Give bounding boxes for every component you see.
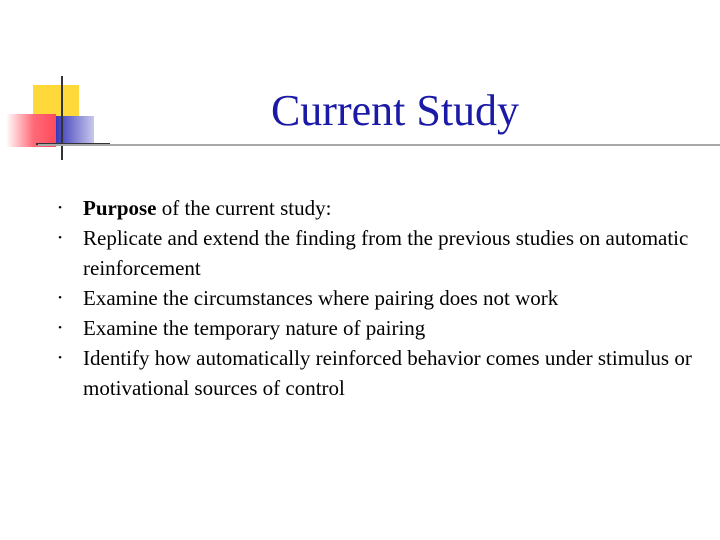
- title-divider: [38, 144, 720, 146]
- slide-title: Current Study: [270, 86, 520, 135]
- bullet-text: Replicate and extend the finding from the previous studies on automatic reinforcement: [83, 226, 689, 280]
- bullet-marker: •: [58, 352, 62, 364]
- bullet-marker: •: [58, 202, 62, 214]
- bullet-text: Examine the circumstances where pairing does not work: [83, 286, 559, 310]
- bullet-item: [56, 283, 696, 313]
- bullet-text: of the current study:: [156, 196, 332, 220]
- bullet-list: [56, 193, 696, 403]
- bullet-item: [56, 313, 696, 343]
- bullet-text: Identify how automatically reinforced behavior comes under stimulus or motivational sources of control: [83, 346, 692, 400]
- bullet-item: [56, 193, 696, 223]
- yellow-square: [33, 85, 79, 118]
- bullet-marker: •: [58, 232, 62, 244]
- bullet-emphasis: Purpose: [83, 196, 157, 220]
- bullet-text: Examine the temporary nature of pairing: [83, 316, 426, 340]
- red-square: [6, 114, 56, 147]
- bullet-marker: •: [58, 292, 62, 304]
- vertical-line: [61, 76, 63, 160]
- bullet-item: [56, 343, 696, 403]
- bullet-marker: •: [58, 322, 62, 334]
- bullet-item: [56, 223, 696, 283]
